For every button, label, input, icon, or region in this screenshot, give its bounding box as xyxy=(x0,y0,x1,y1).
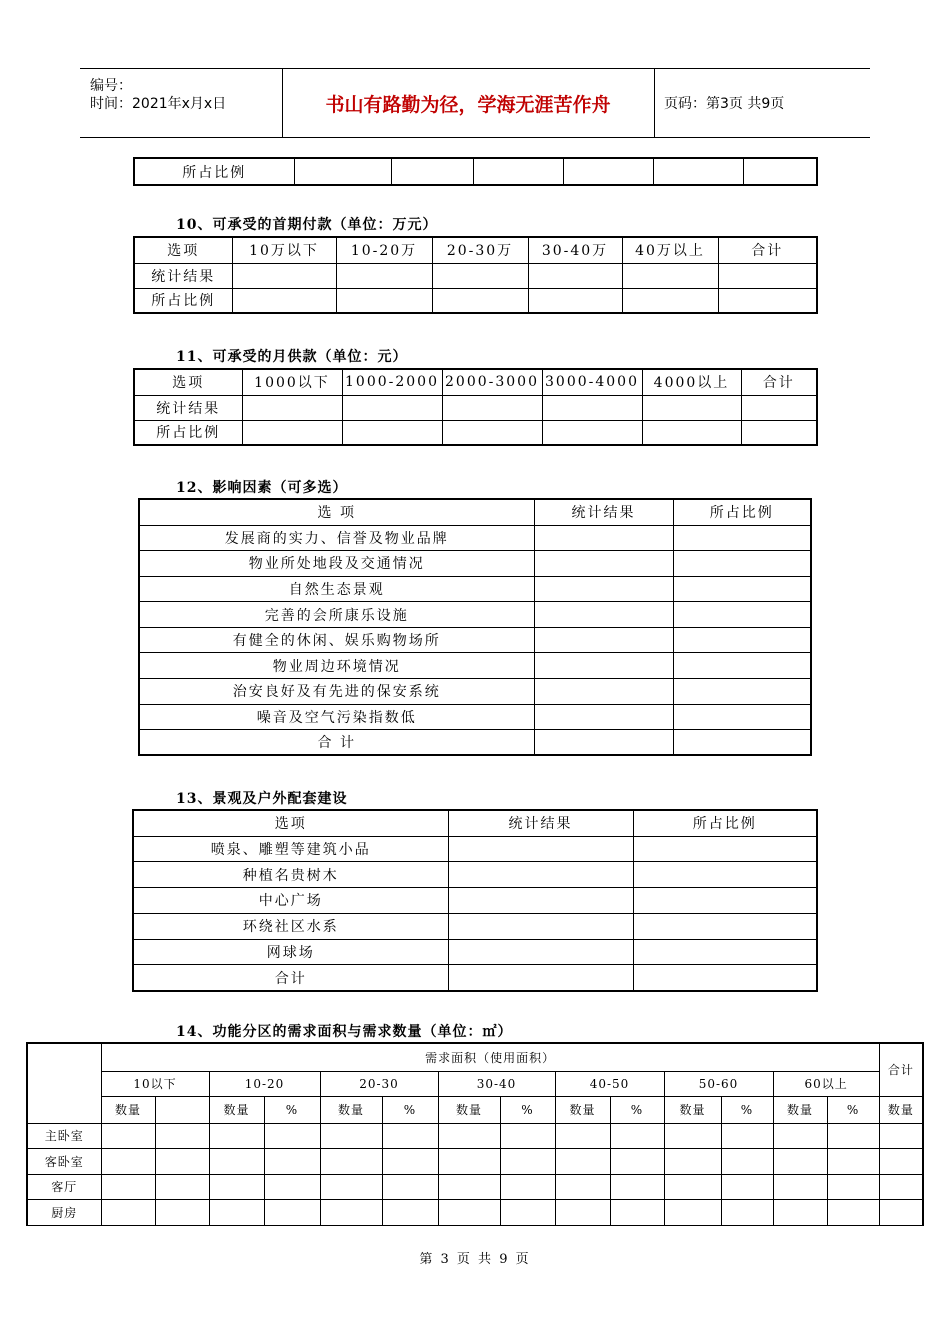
column-header: 选 项 xyxy=(139,499,534,525)
data-cell xyxy=(555,1200,610,1226)
percent-header: % xyxy=(721,1096,773,1123)
range-header: 50-60 xyxy=(664,1071,773,1096)
section10-table xyxy=(133,236,818,314)
data-cell xyxy=(664,1200,721,1226)
data-cell xyxy=(633,888,817,914)
data-cell xyxy=(534,627,673,653)
data-cell xyxy=(773,1149,827,1175)
subheader-row xyxy=(27,1096,923,1123)
data-cell xyxy=(555,1149,610,1175)
data-cell xyxy=(622,263,718,288)
data-cell xyxy=(633,965,817,991)
data-cell xyxy=(500,1174,555,1200)
quantity-header: 数量 xyxy=(773,1096,827,1123)
data-cell xyxy=(264,1123,320,1149)
data-cell xyxy=(101,1174,155,1200)
data-cell xyxy=(448,965,633,991)
table-row xyxy=(133,836,817,862)
section11-title: 11、可承受的月供款（单位：元） xyxy=(176,349,408,365)
table-row xyxy=(139,627,811,653)
data-cell xyxy=(442,395,542,420)
data-cell xyxy=(534,576,673,602)
table-row xyxy=(139,704,811,730)
continued-table xyxy=(133,157,818,186)
data-cell xyxy=(336,263,432,288)
table-row xyxy=(133,913,817,939)
table-row xyxy=(139,730,811,756)
table-row xyxy=(134,263,817,288)
data-cell xyxy=(438,1149,500,1175)
data-cell xyxy=(101,1149,155,1175)
data-cell xyxy=(610,1200,664,1226)
table-row xyxy=(27,1174,923,1200)
row-label: 统计结果 xyxy=(134,263,232,288)
table-row xyxy=(133,888,817,914)
column-header: 选项 xyxy=(134,369,242,395)
quantity-header: 数量 xyxy=(209,1096,264,1123)
data-cell xyxy=(664,1123,721,1149)
row-label: 发展商的实力、信誉及物业品牌 xyxy=(139,525,534,551)
data-cell xyxy=(242,420,342,445)
data-cell xyxy=(209,1123,264,1149)
data-cell xyxy=(673,551,811,577)
row-label: 物业周边环境情况 xyxy=(139,653,534,679)
data-cell xyxy=(320,1123,382,1149)
document-date: 时间：2021年x月x日 xyxy=(90,96,227,112)
column-header: 选项 xyxy=(134,237,232,263)
row-label: 完善的会所康乐设施 xyxy=(139,602,534,628)
table-row xyxy=(134,420,817,445)
data-cell xyxy=(209,1200,264,1226)
row-label: 客厅 xyxy=(27,1174,101,1200)
data-cell xyxy=(320,1200,382,1226)
data-cell xyxy=(432,288,528,313)
data-cell xyxy=(879,1174,923,1200)
data-cell xyxy=(438,1200,500,1226)
column-header: 20-30万 xyxy=(432,237,528,263)
column-header: 所占比例 xyxy=(673,499,811,525)
data-cell xyxy=(382,1200,438,1226)
data-cell xyxy=(879,1200,923,1226)
row-label: 合 计 xyxy=(139,730,534,756)
data-cell xyxy=(534,602,673,628)
data-cell xyxy=(721,1174,773,1200)
data-cell xyxy=(528,263,622,288)
row-label: 喷泉、雕塑等建筑小品 xyxy=(133,836,448,862)
data-cell xyxy=(320,1149,382,1175)
range-header-row xyxy=(27,1071,923,1096)
table-row xyxy=(139,576,811,602)
section12-table xyxy=(138,498,812,756)
data-cell xyxy=(232,263,336,288)
data-cell xyxy=(827,1174,879,1200)
row-label: 有健全的休闲、娱乐购物场所 xyxy=(139,627,534,653)
data-cell xyxy=(382,1123,438,1149)
data-cell xyxy=(633,913,817,939)
data-cell xyxy=(555,1123,610,1149)
table-row xyxy=(133,862,817,888)
data-cell xyxy=(342,420,442,445)
page-footer: 第 3 页 共 9 页 xyxy=(419,1252,531,1267)
data-cell xyxy=(448,913,633,939)
data-cell xyxy=(721,1200,773,1226)
data-cell xyxy=(534,551,673,577)
data-cell xyxy=(500,1123,555,1149)
data-cell xyxy=(633,939,817,965)
table-header-row xyxy=(139,499,811,525)
range-header: 10-20 xyxy=(209,1071,320,1096)
row-label: 合计 xyxy=(133,965,448,991)
column-header: 30-40万 xyxy=(528,237,622,263)
header-meta xyxy=(80,69,283,137)
row-label: 客卧室 xyxy=(27,1149,101,1175)
data-cell xyxy=(534,704,673,730)
data-cell xyxy=(773,1200,827,1226)
data-cell xyxy=(448,939,633,965)
data-cell xyxy=(448,836,633,862)
data-cell xyxy=(610,1123,664,1149)
range-header: 30-40 xyxy=(438,1071,555,1096)
data-cell xyxy=(642,420,741,445)
data-cell xyxy=(673,679,811,705)
data-cell xyxy=(500,1200,555,1226)
column-header: 合计 xyxy=(741,369,817,395)
percent-header xyxy=(155,1096,209,1123)
table-row xyxy=(133,965,817,991)
section12-title: 12、影响因素（可多选） xyxy=(176,480,348,496)
column-header: 4000以上 xyxy=(642,369,741,395)
data-cell xyxy=(664,1174,721,1200)
header-page-info: 页码：第3页 共9页 xyxy=(664,96,785,112)
range-header: 20-30 xyxy=(320,1071,438,1096)
data-cell xyxy=(673,704,811,730)
column-header: 2000-3000 xyxy=(442,369,542,395)
data-cell xyxy=(827,1123,879,1149)
data-cell xyxy=(155,1149,209,1175)
data-cell xyxy=(442,420,542,445)
data-cell xyxy=(242,395,342,420)
range-header: 10以下 xyxy=(101,1071,209,1096)
data-cell xyxy=(534,653,673,679)
data-cell xyxy=(741,395,817,420)
data-cell xyxy=(673,653,811,679)
row-label: 所占比例 xyxy=(134,288,232,313)
quantity-header: 数量 xyxy=(320,1096,382,1123)
row-label: 自然生态景观 xyxy=(139,576,534,602)
row-label: 中心广场 xyxy=(133,888,448,914)
data-cell xyxy=(721,1149,773,1175)
data-cell xyxy=(673,525,811,551)
table-row xyxy=(139,525,811,551)
row-label: 厨房 xyxy=(27,1200,101,1226)
data-cell xyxy=(622,288,718,313)
table-row xyxy=(27,1149,923,1175)
data-cell xyxy=(879,1123,923,1149)
data-cell xyxy=(718,263,817,288)
table-header-row xyxy=(134,369,817,395)
table-row xyxy=(134,288,817,313)
table-header-row xyxy=(133,810,817,836)
table-row xyxy=(139,602,811,628)
data-cell xyxy=(773,1123,827,1149)
data-cell xyxy=(438,1174,500,1200)
column-header: 40万以上 xyxy=(622,237,718,263)
data-cell xyxy=(528,288,622,313)
column-header: 3000-4000 xyxy=(542,369,642,395)
column-header: 10万以下 xyxy=(232,237,336,263)
data-cell xyxy=(432,263,528,288)
demand-area-header: 需求面积（使用面积） xyxy=(101,1043,879,1071)
data-cell xyxy=(342,395,442,420)
row-label: 所占比例 xyxy=(134,158,294,185)
data-cell xyxy=(155,1123,209,1149)
section11-table xyxy=(133,368,818,446)
data-cell xyxy=(534,525,673,551)
data-cell xyxy=(633,862,817,888)
data-cell xyxy=(209,1149,264,1175)
section13-table xyxy=(132,809,818,992)
data-cell xyxy=(542,395,642,420)
column-header: 统计结果 xyxy=(448,810,633,836)
data-cell xyxy=(879,1149,923,1175)
column-header: 1000-2000 xyxy=(342,369,442,395)
quantity-header: 数量 xyxy=(101,1096,155,1123)
percent-header: % xyxy=(264,1096,320,1123)
data-cell xyxy=(101,1123,155,1149)
quantity-header: 数量 xyxy=(664,1096,721,1123)
data-cell xyxy=(264,1174,320,1200)
row-label: 统计结果 xyxy=(134,395,242,420)
section14-title: 14、功能分区的需求面积与需求数量（单位：㎡） xyxy=(176,1024,513,1040)
column-header: 选项 xyxy=(133,810,448,836)
table-row xyxy=(27,1123,923,1149)
data-cell xyxy=(336,288,432,313)
quantity-header: 数量 xyxy=(438,1096,500,1123)
data-cell xyxy=(721,1123,773,1149)
section10-title: 10、可承受的首期付款（单位：万元） xyxy=(176,217,438,233)
percent-header: % xyxy=(827,1096,879,1123)
data-cell xyxy=(209,1174,264,1200)
percent-header: % xyxy=(500,1096,555,1123)
range-header: 40-50 xyxy=(555,1071,664,1096)
data-cell xyxy=(542,420,642,445)
data-cell xyxy=(101,1200,155,1226)
row-label: 环绕社区水系 xyxy=(133,913,448,939)
data-cell xyxy=(534,730,673,756)
data-cell xyxy=(610,1174,664,1200)
data-cell xyxy=(673,730,811,756)
data-cell xyxy=(448,888,633,914)
header-motto: 书山有路勤为径，学海无涯苦作舟 xyxy=(282,69,655,137)
column-header: 所占比例 xyxy=(633,810,817,836)
data-cell xyxy=(438,1123,500,1149)
data-cell xyxy=(673,602,811,628)
column-header: 统计结果 xyxy=(534,499,673,525)
data-cell xyxy=(673,576,811,602)
table-header-row xyxy=(27,1043,923,1071)
row-label: 所占比例 xyxy=(134,420,242,445)
row-label: 主卧室 xyxy=(27,1123,101,1149)
data-cell xyxy=(827,1149,879,1175)
document-number-label: 编号： xyxy=(90,78,132,94)
data-cell xyxy=(155,1200,209,1226)
row-label: 噪音及空气污染指数低 xyxy=(139,704,534,730)
data-cell xyxy=(718,288,817,313)
range-header: 60以上 xyxy=(773,1071,879,1096)
data-cell xyxy=(155,1174,209,1200)
quantity-header: 数量 xyxy=(879,1096,923,1123)
table-row xyxy=(139,551,811,577)
data-cell xyxy=(382,1149,438,1175)
row-label: 物业所处地段及交通情况 xyxy=(139,551,534,577)
data-cell xyxy=(827,1200,879,1226)
row-label: 治安良好及有先进的保安系统 xyxy=(139,679,534,705)
total-header: 合计 xyxy=(879,1043,923,1096)
row-label: 种植名贵树木 xyxy=(133,862,448,888)
data-cell xyxy=(633,836,817,862)
table-row xyxy=(27,1200,923,1226)
quantity-header: 数量 xyxy=(555,1096,610,1123)
data-cell xyxy=(534,679,673,705)
corner-cell xyxy=(27,1043,101,1123)
percent-header: % xyxy=(382,1096,438,1123)
data-cell xyxy=(232,288,336,313)
page-header xyxy=(80,68,870,138)
table-row xyxy=(134,395,817,420)
table-row xyxy=(139,653,811,679)
data-cell xyxy=(448,862,633,888)
data-cell xyxy=(610,1149,664,1175)
column-header: 1000以下 xyxy=(242,369,342,395)
data-cell xyxy=(673,627,811,653)
data-cell xyxy=(264,1149,320,1175)
data-cell xyxy=(664,1149,721,1175)
data-cell xyxy=(642,395,741,420)
data-cell xyxy=(500,1149,555,1175)
section14-table xyxy=(26,1042,924,1226)
column-header: 合计 xyxy=(718,237,817,263)
row-label: 网球场 xyxy=(133,939,448,965)
table-header-row xyxy=(134,237,817,263)
data-cell xyxy=(320,1174,382,1200)
data-cell xyxy=(773,1174,827,1200)
percent-header: % xyxy=(610,1096,664,1123)
data-cell xyxy=(555,1174,610,1200)
table-row xyxy=(139,679,811,705)
column-header: 10-20万 xyxy=(336,237,432,263)
data-cell xyxy=(741,420,817,445)
data-cell xyxy=(264,1200,320,1226)
table-row xyxy=(133,939,817,965)
section13-title: 13、景观及户外配套建设 xyxy=(176,791,348,807)
data-cell xyxy=(382,1174,438,1200)
